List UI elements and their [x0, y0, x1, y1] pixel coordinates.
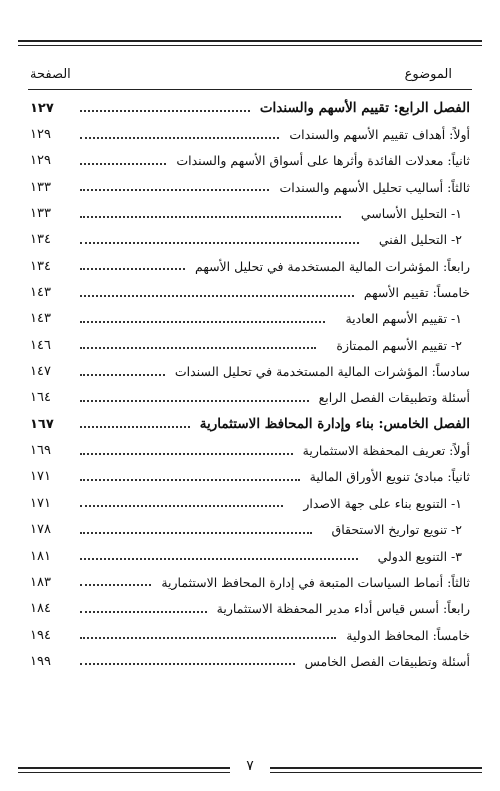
- toc-entry-title: ١- التنويع بناء على جهة الاصدار: [303, 495, 462, 511]
- dot-leader: [80, 295, 354, 297]
- top-rule: [18, 40, 482, 42]
- dot-leader: [80, 637, 336, 639]
- dot-leader: [80, 505, 283, 507]
- dot-leader: [80, 347, 316, 349]
- toc-entry-page: ١٨٤: [30, 601, 51, 617]
- table-of-contents: [30, 95, 470, 675]
- topic-column-label: الموضوع: [404, 67, 452, 82]
- toc-entry: [30, 543, 470, 569]
- dot-leader: [80, 268, 185, 270]
- top-rule-inner: [18, 45, 482, 46]
- toc-entry-page: ١٢٩: [30, 127, 51, 143]
- toc-header: [30, 67, 452, 87]
- dot-leader: [80, 400, 309, 402]
- toc-entry-page: ١٧١: [30, 469, 51, 485]
- dot-leader: [80, 453, 293, 455]
- toc-entry-title: ١- التحليل الأساسي: [360, 206, 462, 222]
- toc-entry-title: الفصل الرابع: تقييم الأسهم والسندات: [259, 100, 470, 117]
- toc-entry-title: ٢- تقييم الأسهم الممتازة: [336, 337, 462, 353]
- page-column-label: الصفحة: [30, 67, 71, 82]
- toc-entry: [30, 148, 470, 174]
- toc-entry-page: ١٤٣: [30, 285, 51, 301]
- toc-entry-title: الفصل الخامس: بناء وإدارة المحافظ الاستثمارية: [199, 416, 470, 433]
- toc-entry: [30, 253, 470, 279]
- toc-entry: [30, 121, 470, 147]
- dot-leader: [80, 374, 165, 376]
- toc-entry: [30, 174, 470, 200]
- toc-entry: [30, 622, 470, 648]
- dot-leader: [80, 426, 190, 428]
- toc-entry: [30, 648, 470, 674]
- toc-entry: [30, 306, 470, 332]
- toc-entry-page: ١٤٣: [30, 311, 51, 327]
- toc-entry-page: ١٤٧: [30, 364, 51, 380]
- dot-leader: [80, 558, 358, 560]
- dot-leader: [80, 584, 151, 586]
- toc-entry-page: ١٣٤: [30, 232, 51, 248]
- dot-leader: [80, 321, 325, 323]
- dot-leader: [80, 611, 207, 613]
- toc-entry: [30, 200, 470, 226]
- toc-entry-title: رابعاً: المؤشرات المالية المستخدمة في تحليل الأسهم: [195, 258, 470, 274]
- toc-entry: [30, 596, 470, 622]
- dot-leader: [80, 216, 341, 218]
- toc-entry-page: ١٩٩: [30, 653, 51, 669]
- dot-leader: [80, 479, 300, 481]
- toc-entry-title: ثانياً: معدلات الفائدة وأثرها على أسواق الأسهم والسندات: [176, 153, 470, 169]
- toc-entry-title: خامساً: تقييم الأسهم: [363, 285, 470, 301]
- toc-entry-title: سادساً: المؤشرات المالية المستخدمة في تحليل السندات: [174, 364, 470, 380]
- toc-entry: [30, 227, 470, 253]
- toc-entry-title: ١- تقييم الأسهم العادية: [345, 311, 462, 327]
- toc-entry-page: ١٦٤: [30, 390, 51, 406]
- dot-leader: [80, 110, 250, 112]
- toc-entry-title: أسئلة وتطبيقات الفصل الخامس: [304, 653, 470, 669]
- header-rule: [28, 89, 472, 90]
- toc-entry-title: أسئلة وتطبيقات الفصل الرابع: [318, 390, 470, 406]
- toc-entry: [30, 490, 470, 516]
- dot-leader: [80, 663, 295, 665]
- dot-leader: [80, 532, 312, 534]
- toc-entry-title: أولاً: أهداف تقييم الأسهم والسندات: [289, 127, 470, 143]
- toc-entry-title: ثالثاً: أساليب تحليل الأسهم والسندات: [279, 179, 470, 195]
- dot-leader: [80, 189, 269, 191]
- toc-chapter-entry: [30, 411, 470, 437]
- toc-entry-title: ثالثاً: أنماط السياسات المتبعة في إدارة المحافظ الاستثمارية: [161, 574, 470, 590]
- toc-entry-page: ١٤٦: [30, 337, 51, 353]
- toc-chapter-entry: [30, 95, 470, 121]
- toc-entry-title: ٢- تنويع تواريخ الاستحقاق: [331, 522, 462, 538]
- toc-entry-title: خامساً: المحافظ الدولية: [346, 627, 470, 643]
- toc-entry-page: ١٧١: [30, 495, 51, 511]
- toc-entry-page: ١٢٧: [30, 100, 54, 116]
- dot-leader: [80, 163, 166, 165]
- toc-entry-title: ٢- التحليل الفني: [378, 232, 462, 248]
- toc-entry: [30, 332, 470, 358]
- dot-leader: [80, 137, 279, 139]
- toc-entry: [30, 569, 470, 595]
- toc-entry-page: ١٣٤: [30, 258, 51, 274]
- toc-entry: [30, 385, 470, 411]
- toc-entry-page: ١٧٨: [30, 522, 51, 538]
- toc-entry-page: ١٩٤: [30, 627, 51, 643]
- toc-entry-page: ١٨٣: [30, 574, 51, 590]
- toc-entry: [30, 464, 470, 490]
- toc-entry-title: ثانياً: مبادئ تنويع الأوراق المالية: [309, 469, 470, 485]
- toc-entry: [30, 279, 470, 305]
- page-number: ٧: [246, 758, 254, 774]
- toc-entry: [30, 517, 470, 543]
- toc-entry-page: ١٦٧: [30, 416, 54, 432]
- toc-entry-title: ٣- التنويع الدولي: [377, 548, 462, 564]
- toc-entry-page: ١٢٩: [30, 153, 51, 169]
- page-footer: [18, 758, 482, 776]
- toc-entry-page: ١٨١: [30, 548, 51, 564]
- toc-entry-title: رابعاً: أسس قياس أداء مدير المحفظة الاستثمارية: [216, 601, 470, 617]
- toc-entry: [30, 437, 470, 463]
- toc-entry-page: ١٦٩: [30, 443, 51, 459]
- toc-entry-page: ١٣٣: [30, 206, 51, 222]
- toc-entry-page: ١٣٣: [30, 179, 51, 195]
- dot-leader: [80, 242, 359, 244]
- toc-entry-title: أولاً: تعريف المحفظة الاستثمارية: [302, 443, 470, 459]
- toc-entry: [30, 358, 470, 384]
